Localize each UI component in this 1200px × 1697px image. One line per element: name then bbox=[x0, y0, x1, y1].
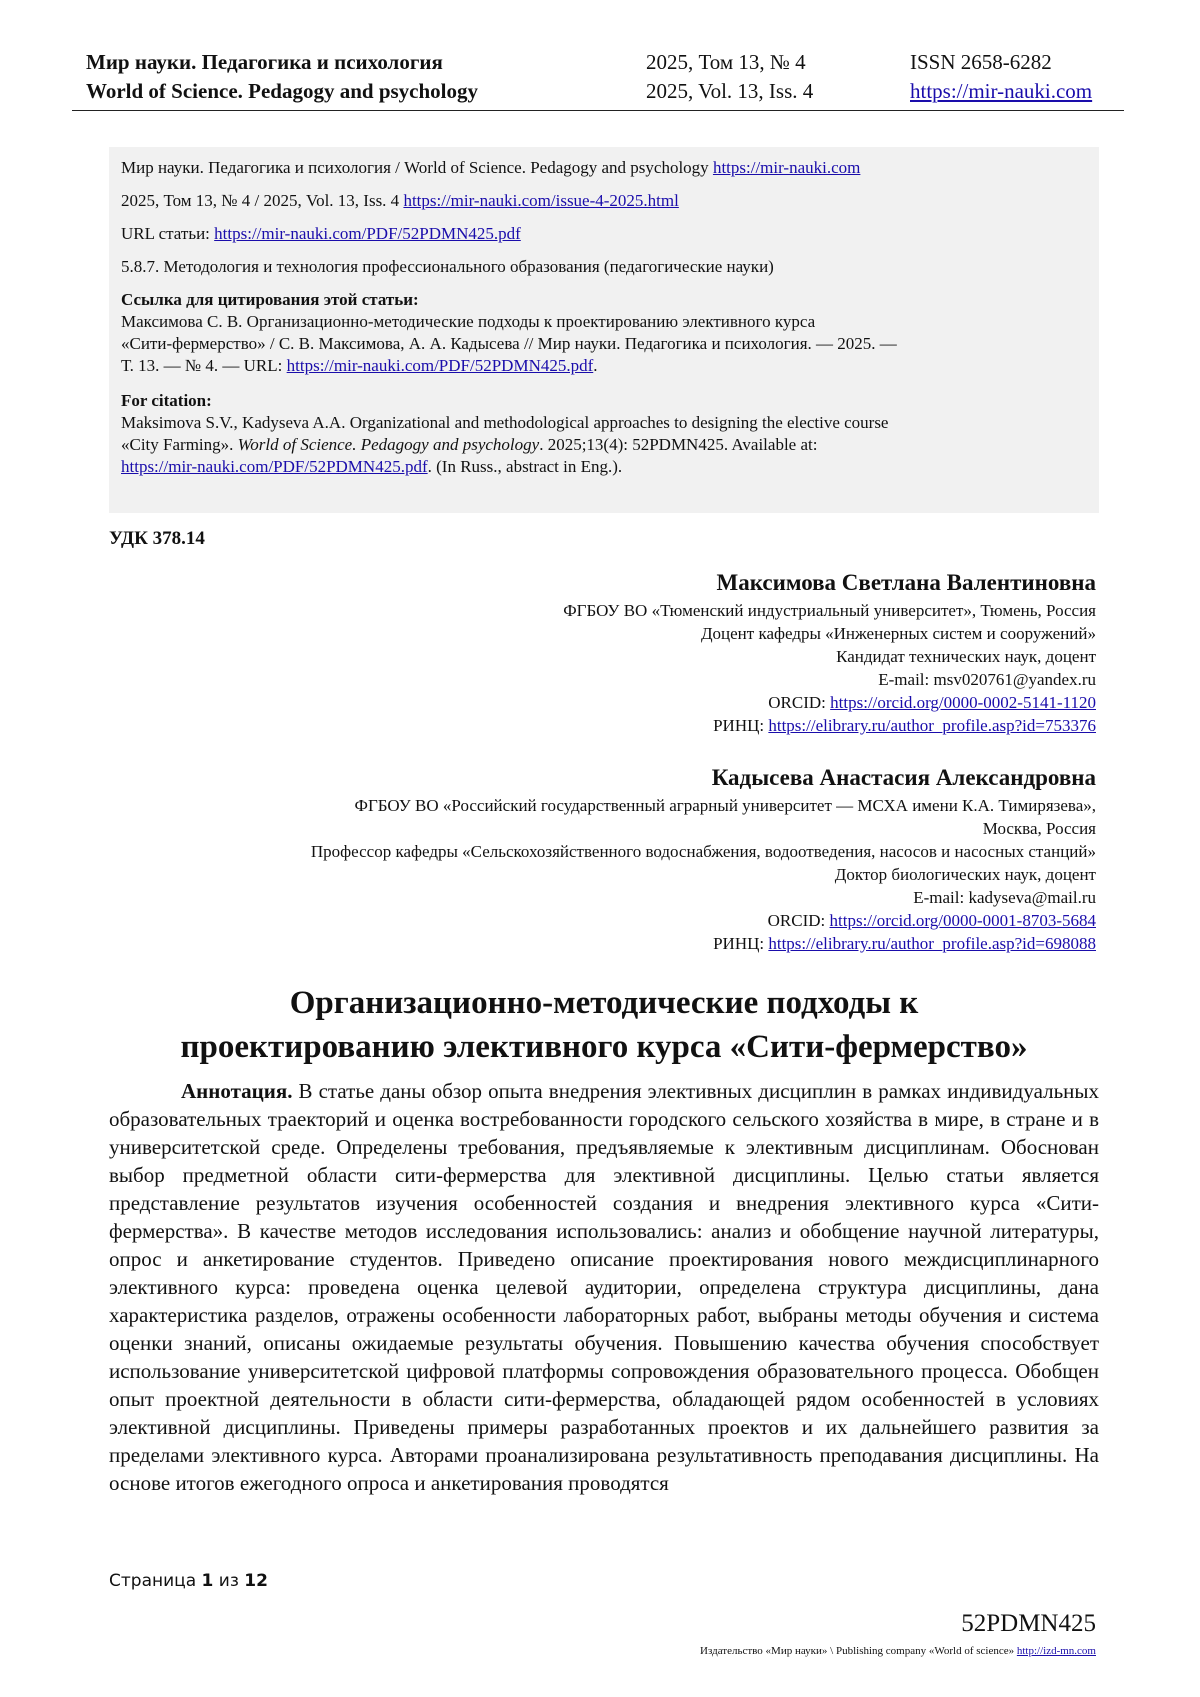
issn: ISSN 2658-6282 bbox=[910, 50, 1052, 74]
ru-citation-link[interactable]: https://mir-nauki.com/PDF/52PDMN425.pdf bbox=[286, 356, 594, 375]
page-current: 1 bbox=[201, 1571, 214, 1591]
publisher-text: Издательство «Мир науки» \ Publishing company «World of science» bbox=[700, 1645, 1017, 1657]
page-total: 12 bbox=[244, 1571, 268, 1591]
en-citation-link[interactable]: https://mir-nauki.com/PDF/52PDMN425.pdf bbox=[121, 457, 428, 476]
citebox-issue-text: 2025, Том 13, № 4 / 2025, Vol. 13, Iss. 4 bbox=[121, 191, 404, 210]
en-citation-end: . (In Russ., abstract in Eng.). bbox=[427, 457, 623, 476]
en-citation-line1: Maksimova S.V., Kadyseva A.A. Organizational and methodological approaches to designing the elective course bbox=[121, 413, 889, 432]
issue-ru: 2025, Том 13, № 4 bbox=[646, 50, 806, 74]
ru-citation-line2: «Сити-фермерство» / С. В. Максимова, А. А. Кадысева // Мир науки. Педагогика и психология. — 2025. — bbox=[121, 334, 897, 353]
publisher-line bbox=[700, 1645, 1096, 1657]
en-citation-journal: World of Science. Pedagogy and psychology bbox=[237, 435, 540, 454]
title-line-1: Организационно-методические подходы к bbox=[289, 985, 919, 1021]
en-citation-line2c: . 2025;13(4): 52PDMN425. Available at: bbox=[539, 435, 818, 454]
issue-info bbox=[646, 48, 813, 106]
author-org: ФГБОУ ВО «Тюменский индустриальный университет», Тюмень, Россия bbox=[563, 601, 1096, 620]
page-word: Страница bbox=[109, 1571, 202, 1591]
author-email: E-mail: msv020761@yandex.ru bbox=[878, 670, 1096, 689]
citebox-article-link[interactable]: https://mir-nauki.com/PDF/52PDMN425.pdf bbox=[214, 224, 521, 243]
journal-site-link[interactable]: https://mir-nauki.com bbox=[910, 79, 1093, 103]
abstract-label: Аннотация. bbox=[181, 1079, 293, 1103]
orcid-label: ORCID: bbox=[768, 693, 831, 712]
citebox-issue-link[interactable]: https://mir-nauki.com/issue-4-2025.html bbox=[403, 191, 679, 210]
author-degree: Кандидат технических наук, доцент bbox=[836, 647, 1096, 666]
rinc-link[interactable]: https://elibrary.ru/author_profile.asp?id=698088 bbox=[768, 934, 1096, 953]
author-rinc bbox=[311, 932, 1096, 955]
author-degree: Доктор биологических наук, доцент bbox=[834, 865, 1096, 884]
ru-citation-heading: Ссылка для цитирования этой статьи: bbox=[121, 290, 419, 309]
author-position: Профессор кафедры «Сельскохозяйственного водоснабжения, водоотведения, насосов и насосных станций» bbox=[310, 842, 1096, 861]
rinc-label: РИНЦ: bbox=[713, 934, 769, 953]
author-name: Кадысева Анастасия Александровна bbox=[711, 765, 1096, 790]
article-code: 52PDMN425 bbox=[961, 1610, 1096, 1637]
author-block bbox=[563, 568, 1096, 737]
rinc-link[interactable]: https://elibrary.ru/author_profile.asp?id=753376 bbox=[768, 716, 1096, 735]
citebox-ru-citation bbox=[121, 289, 1087, 377]
page-number bbox=[109, 1571, 268, 1591]
author-org-city: Москва, Россия bbox=[982, 819, 1096, 838]
udk-code: УДК 378.14 bbox=[109, 528, 205, 549]
author-block bbox=[311, 763, 1096, 955]
journal-name bbox=[86, 48, 478, 106]
ru-citation-end: . bbox=[593, 356, 598, 375]
citebox-journal-text: Мир науки. Педагогика и психология / World of Science. Pedagogy and psychology bbox=[121, 158, 713, 177]
citebox-url-label: URL статьи: bbox=[121, 224, 215, 243]
author-rinc bbox=[563, 714, 1096, 737]
publisher-link[interactable]: http://izd-mn.com bbox=[1016, 1645, 1096, 1657]
citebox-en-citation bbox=[121, 390, 1087, 478]
author-name: Максимова Светлана Валентиновна bbox=[716, 570, 1096, 595]
journal-header bbox=[72, 48, 1124, 111]
journal-name-ru: Мир науки. Педагогика и психология bbox=[86, 50, 443, 74]
abstract-text: В статье даны обзор опыта внедрения элективных дисциплин в рамках индивидуальных образовательных траекторий и оценка востребованности городского сельского хозяйства в мире, в стране и в университетской среде. Определены требования, предъявляемые к элективным дисциплинам. Обоснован выбор предметной области сити-фермерства для элективной дисциплины. Целью статьи является представление результатов изучения особенностей создания и внедрения элективного курса «Сити-фермерства». В качестве методов исследования использовались: анализ и обобщение научной литературы, опрос и анкетирование студентов. Приведено описание проектирования нового междисциплинарного элективного курса: проведена оценка целевой аудитории, определена структура дисциплины, дана характеристика разделов, отражены особенности лабораторных работ, выбраны методы обучения и система оценки знаний, описаны ожидаемые результаты обучения. Повышению качества обучения способствует использование университетской цифровой платформы сопровождения образовательного процесса. Обобщен опыт проектной деятельности в области сити-фермерства, обладающей рядом особенностей в условиях элективной дисциплины. Приведены примеры разработанных проектов и их дальнейшего развития за пределами элективного курса. Авторами проанализирована результативность преподавания дисциплины. На основе итогов ежегодного опроса и анкетирования проводятся bbox=[109, 1079, 1099, 1495]
author-orcid bbox=[563, 691, 1096, 714]
orcid-label: ORCID: bbox=[767, 911, 830, 930]
citebox-line-url bbox=[121, 223, 1087, 245]
ru-citation-line3: Т. 13. — № 4. — URL: bbox=[121, 356, 287, 375]
orcid-link[interactable]: https://orcid.org/0000-0001-8703-5684 bbox=[829, 911, 1096, 930]
issue-en: 2025, Vol. 13, Iss. 4 bbox=[646, 79, 814, 103]
article-title bbox=[109, 981, 1099, 1069]
title-line-2: проектированию элективного курса «Сити-фермерство» bbox=[180, 1029, 1028, 1065]
journal-name-en: World of Science. Pedagogy and psychology bbox=[86, 79, 479, 103]
issn-block bbox=[910, 48, 1092, 106]
orcid-link[interactable]: https://orcid.org/0000-0002-5141-1120 bbox=[830, 693, 1096, 712]
citebox-specialty: 5.8.7. Методология и технология профессионального образования (педагогические науки) bbox=[121, 257, 774, 276]
en-citation-line2a: «City Farming». bbox=[121, 435, 238, 454]
author-org: ФГБОУ ВО «Российский государственный аграрный университет — МСХА имени К.А. Тимирязева», bbox=[354, 796, 1096, 815]
author-orcid bbox=[311, 909, 1096, 932]
citebox-journal-link[interactable]: https://mir-nauki.com bbox=[712, 158, 861, 177]
citebox-line-issue bbox=[121, 190, 1087, 212]
rinc-label: РИНЦ: bbox=[713, 716, 769, 735]
en-citation-heading: For citation: bbox=[121, 391, 212, 410]
abstract bbox=[109, 1077, 1099, 1497]
page-of: из bbox=[213, 1571, 245, 1591]
author-position: Доцент кафедры «Инженерных систем и сооружений» bbox=[700, 624, 1096, 643]
ru-citation-line1: Максимова С. В. Организационно-методические подходы к проектированию элективного курса bbox=[121, 312, 816, 331]
citebox-line-journal bbox=[121, 157, 1087, 179]
citation-box bbox=[109, 147, 1099, 513]
author-email: E-mail: kadyseva@mail.ru bbox=[913, 888, 1096, 907]
